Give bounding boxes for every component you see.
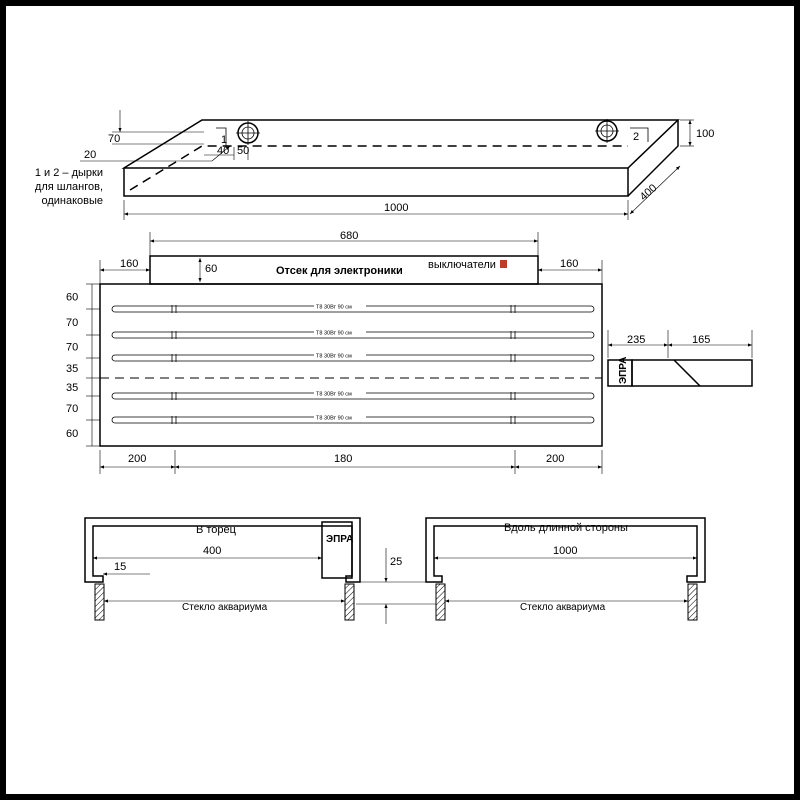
glass-right-2 — [688, 584, 697, 620]
glass-label-1: Стекло аквариума — [182, 602, 268, 613]
lamp-label: T8 30Вт 90 см — [316, 391, 352, 398]
left-dim-label: 60 — [66, 291, 79, 304]
dim-160-right: 160 — [560, 258, 579, 270]
switches-label: выключатели — [428, 259, 496, 271]
long-width: 1000 — [553, 545, 578, 557]
gap-dimension — [356, 548, 436, 624]
plan-view — [66, 230, 752, 474]
dim-bottom-200-left: 200 — [128, 453, 147, 465]
isometric-view — [35, 110, 714, 220]
end-title: В торец — [196, 524, 236, 536]
side-235: 235 — [627, 334, 646, 346]
dim-60: 60 — [205, 263, 218, 275]
hose-hole-2-icon — [595, 119, 619, 143]
end-epra-block — [322, 522, 352, 578]
dim-400: 400 — [637, 182, 660, 204]
lamp-2 — [112, 329, 594, 339]
end-width: 400 — [203, 545, 222, 557]
long-title: Вдоль длинной стороны — [504, 522, 628, 534]
compartment-label: Отсек для электроники — [276, 265, 403, 277]
left-dim-label: 70 — [66, 341, 79, 354]
hose-hole-1-icon — [236, 121, 260, 145]
left-dim-label: 35 — [66, 363, 79, 375]
note-line-3: одинаковые — [41, 195, 103, 207]
glass-left-1 — [95, 584, 104, 620]
section-long-view — [426, 518, 705, 620]
lamp-5 — [112, 414, 594, 424]
gap-25: 25 — [390, 556, 403, 568]
lamp-label: T8 30Вт 90 см — [316, 304, 352, 311]
side-epra-label: ЭПРА — [618, 356, 629, 384]
left-dim-label: 35 — [66, 382, 79, 394]
left-dim-label: 70 — [66, 403, 79, 415]
dim-50: 50 — [237, 145, 250, 157]
left-dims — [66, 284, 100, 446]
end-15: 15 — [114, 561, 127, 573]
glass-label-2: Стекло аквариума — [520, 602, 606, 613]
lamp-label: T8 30Вт 90 см — [316, 330, 352, 337]
label-hole-1: 1 — [221, 134, 228, 146]
lamp-label: T8 30Вт 90 см — [316, 353, 352, 360]
end-epra-label: ЭПРА — [326, 534, 354, 545]
lamp-1 — [112, 303, 594, 313]
lamp-group — [112, 303, 594, 424]
lamp-4 — [112, 390, 594, 400]
lamp-3 — [112, 352, 594, 362]
glass-right-1 — [345, 584, 354, 620]
note-line-2: для шлангов, — [34, 181, 103, 193]
dim-680: 680 — [340, 230, 359, 242]
side-165: 165 — [692, 334, 711, 346]
dim-bottom-200-right: 200 — [546, 453, 565, 465]
dim-100: 100 — [696, 128, 715, 140]
left-dim-label: 70 — [66, 317, 79, 329]
left-dim-label: 60 — [66, 428, 79, 440]
section-end-view — [85, 518, 360, 620]
dim-160-left: 160 — [120, 258, 139, 270]
lamp-label: T8 30Вт 90 см — [316, 415, 352, 422]
label-hole-2: 2 — [633, 131, 640, 143]
lid-front-face — [124, 168, 628, 196]
glass-left-2 — [436, 584, 445, 620]
dim-1000: 1000 — [384, 202, 409, 214]
dim-bottom-180: 180 — [334, 453, 353, 465]
switch-icon — [500, 260, 507, 268]
side-profile-body — [632, 360, 752, 386]
dim-40: 40 — [217, 145, 230, 157]
dim-70: 70 — [108, 133, 121, 145]
note-line-1: 1 и 2 – дырки — [34, 167, 103, 179]
dim-20: 20 — [84, 149, 97, 161]
side-profile-slope — [674, 360, 700, 386]
